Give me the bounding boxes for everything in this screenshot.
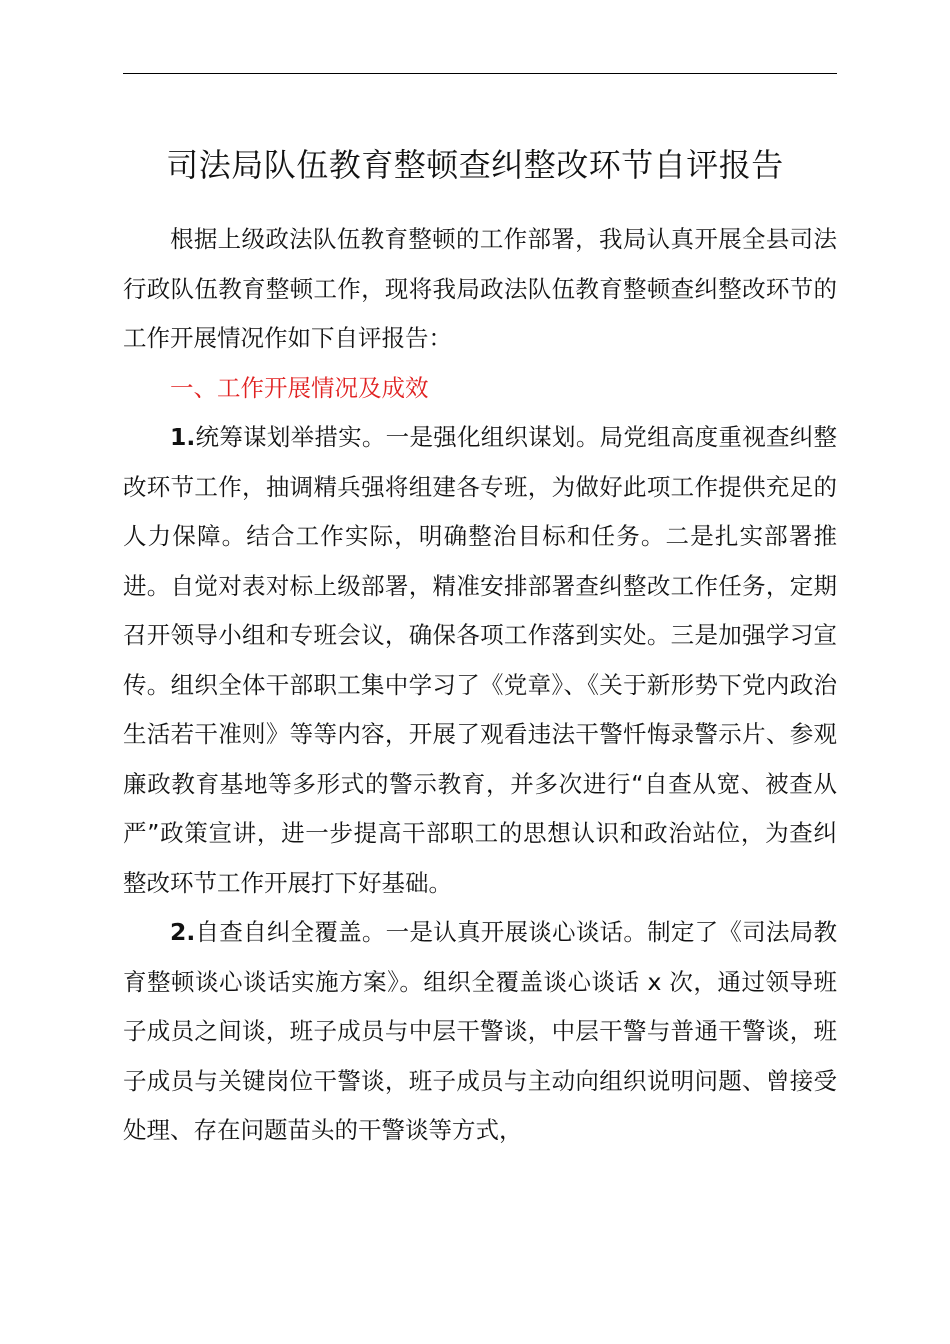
item-2-number: 2.	[170, 918, 196, 946]
item-1-number: 1.	[170, 423, 196, 451]
item-2-text: 自查自纠全覆盖。一是认真开展谈心谈话。制定了《司法局教育整顿谈心谈话实施方案》。组织全覆盖谈心谈话 x 次，通过领导班子成员之间谈，班子成员与中层干警谈，中层干警与普通干警谈，班子成员与关键岗位干警谈，班子成员与主动向组织说明问题、曾接受处理、存在问题苗头的干警谈等方式，	[123, 918, 837, 1144]
intro-paragraph: 根据上级政法队伍教育整顿的工作部署，我局认真开展全县司法行政队伍教育整顿工作，现将我局政法队伍教育整顿查纠整改环节的工作开展情况作如下自评报告：	[123, 225, 837, 352]
item-1-paragraph	[123, 413, 837, 908]
header-rule	[123, 73, 837, 74]
item-2-paragraph	[123, 908, 837, 1156]
item-1-text: 统筹谋划举措实。一是强化组织谋划。局党组高度重视查纠整改环节工作，抽调精兵强将组建各专班，为做好此项工作提供充足的人力保障。结合工作实际，明确整治目标和任务。二是扎实部署推进。自觉对表对标上级部署，精准安排部署查纠整改工作任务，定期召开领导小组和专班会议，确保各项工作落到实处。三是加强学习宣传。组织全体干部职工集中学习了《党章》、《关于新形势下党内政治生活若干准则》等等内容，开展了观看违法干警忏悔录警示片、参观廉政教育基地等多形式的警示教育，并多次进行“自查从宽、被查从严”政策宣讲，进一步提高干部职工的思想认识和政治站位，为查纠整改环节工作开展打下好基础。	[123, 423, 837, 897]
document-body	[123, 215, 837, 1156]
section-heading: 一、工作开展情况及成效	[170, 373, 429, 402]
page-title: 司法局队伍教育整顿查纠整改环节自评报告	[166, 146, 784, 184]
